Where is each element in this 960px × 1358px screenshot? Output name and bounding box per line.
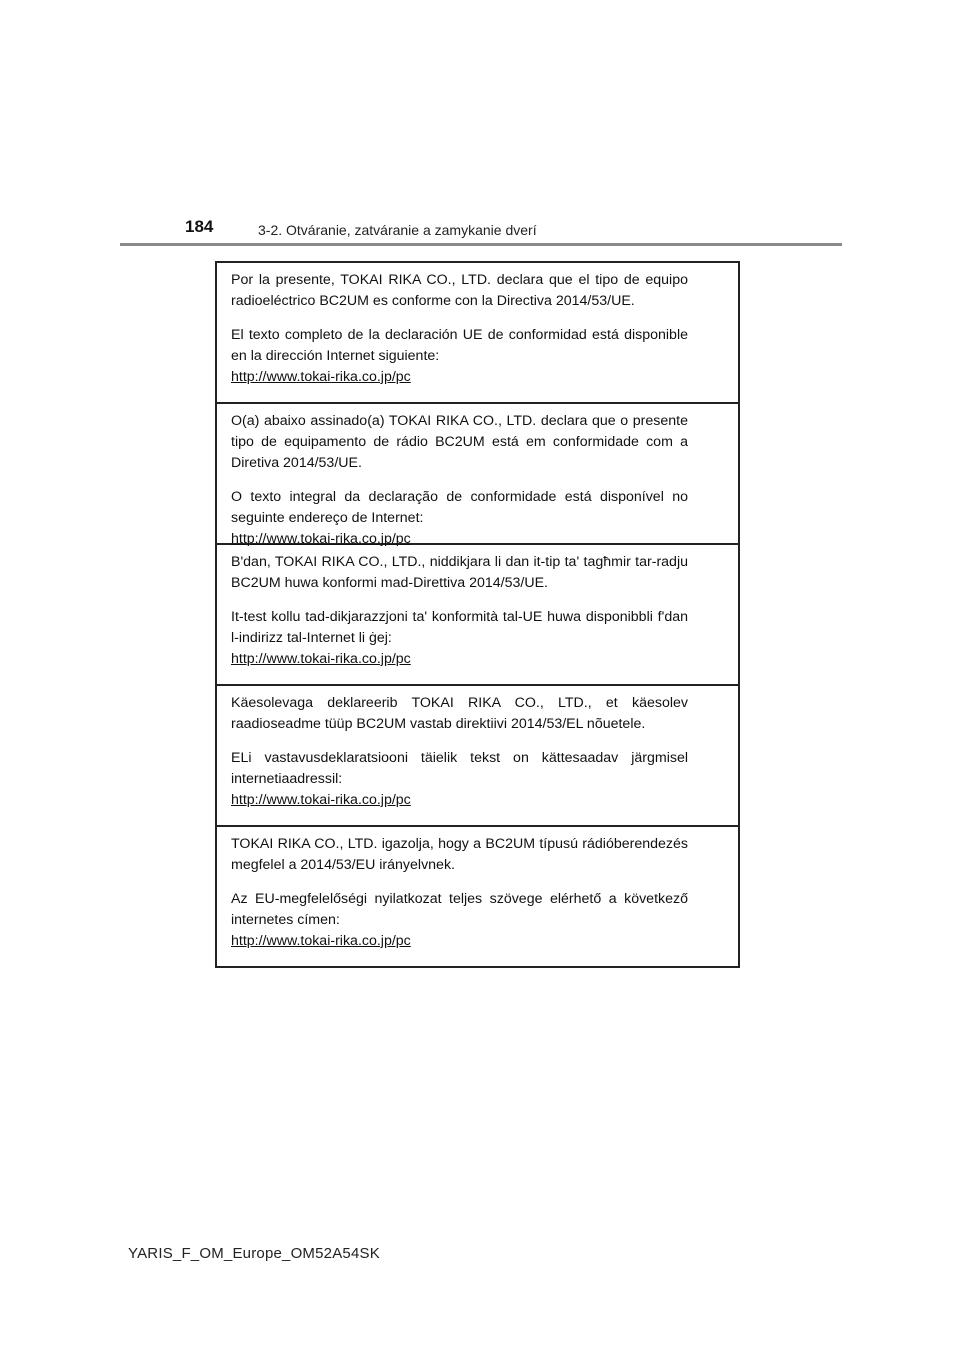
declaration-statement: TOKAI RIKA CO., LTD. igazolja, hogy a BC2UM típusú rádióberendezés megfelel a 2014/53/EU irányelvnek.: [231, 836, 688, 873]
declaration-availability: [231, 889, 688, 952]
declaration-estonian: [217, 686, 738, 827]
availability-text: Az EU-megfelelőségi nyilatkozat teljes szövege elérhető a következő internetes címen:: [231, 891, 688, 928]
availability-text: O texto integral da declaração de conformidade está disponível no seguinte endereço de Internet:: [231, 489, 688, 526]
declaration-spanish: [217, 263, 738, 404]
declaration-statement: O(a) abaixo assinado(a) TOKAI RIKA CO., LTD. declara que o presente tipo de equipamento de rádio BC2UM está em conformidade com a Diretiva 2014/53/UE.: [231, 413, 688, 471]
declaration-maltese: [217, 545, 738, 686]
section-title: 3-2. Otváranie, zatváranie a zamykanie dverí: [258, 222, 537, 238]
availability-text: ELi vastavusdeklaratsiooni täielik tekst on kättesaadav järgmisel internetiaadressil:: [231, 750, 688, 787]
declarations-table: [215, 261, 740, 968]
page-number: 184: [185, 217, 214, 236]
declaration-availability: [231, 607, 688, 670]
declaration-portuguese: [217, 404, 738, 545]
declaration-statement: Por la presente, TOKAI RIKA CO., LTD. declara que el tipo de equipo radioeléctrico BC2UM es conforme con la Directiva 2014/53/UE.: [231, 272, 688, 309]
declaration-statement: Käesolevaga deklareerib TOKAI RIKA CO., LTD., et käesolev raadioseadme tüüp BC2UM vastab direktiivi 2014/53/EL nõuetele.: [231, 695, 688, 732]
declaration-hungarian: [217, 827, 738, 966]
declaration-availability: [231, 325, 688, 388]
declaration-link[interactable]: http://www.tokai-rika.co.jp/pc: [231, 531, 411, 547]
declaration-availability: [231, 487, 688, 550]
declaration-link[interactable]: http://www.tokai-rika.co.jp/pc: [231, 792, 411, 808]
declaration-availability: [231, 748, 688, 811]
declaration-link[interactable]: http://www.tokai-rika.co.jp/pc: [231, 369, 411, 385]
declaration-link[interactable]: http://www.tokai-rika.co.jp/pc: [231, 651, 411, 667]
availability-text: El texto completo de la declaración UE de conformidad está disponible en la dirección Internet siguiente:: [231, 327, 688, 364]
declaration-link[interactable]: http://www.tokai-rika.co.jp/pc: [231, 933, 411, 949]
declaration-statement: B'dan, TOKAI RIKA CO., LTD., niddikjara li dan it-tip ta' tagħmir tar-radju BC2UM huwa konformi mad-Direttiva 2014/53/UE.: [231, 554, 688, 591]
availability-text: It-test kollu tad-dikjarazzjoni ta' konformità tal-UE huwa disponibbli f'dan l-indirizz tal-Internet li ġej:: [231, 609, 688, 646]
document-code: YARIS_F_OM_Europe_OM52A54SK: [128, 1245, 380, 1262]
header-rule: [120, 243, 842, 246]
